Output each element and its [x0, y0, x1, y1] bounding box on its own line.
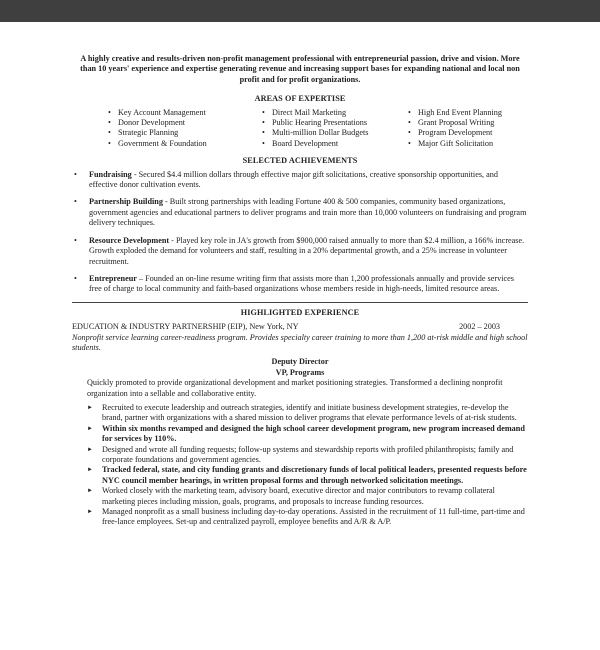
employer-description: Nonprofit service learning career-readiness program. Provides specialty career training to more than 1,200 at-risk middle and high school students. [72, 332, 528, 352]
expertise-item: • Key Account Management [108, 107, 206, 117]
expertise-heading: AREAS OF EXPERTISE [254, 94, 346, 104]
expertise-column [262, 108, 404, 150]
employer-name: EDUCATION & INDUSTRY PARTNERSHIP (EIP), New York, NY [72, 322, 299, 332]
expertise-item: • Multi-million Dollar Budgets [262, 128, 369, 138]
achievement-item: • Partnership Building - Built strong partnerships with leading Fortune 400 & 500 companies, community based organizations, government agencies and educational partners to deliver programs and train more than 10,000 volunteers on fundraising and program delivery techniques. [72, 197, 528, 228]
duty-item: ► Recruited to execute leadership and outreach strategies, identify and initiate business development strategies, re-develop the brand, partner with organizations with a shared mission to deliver programs that elevate performance levels of at-risk students. [87, 403, 528, 424]
job-title: Deputy Director [271, 357, 329, 367]
expertise-item: • High End Event Planning [408, 107, 502, 117]
achievement-item: • Entrepreneur – Founded an on-line resume writing firm that assists more than 1,200 professionals annually and provide services free of charge to local community and faith-based organizations whose members reside in high-needs, limited resource areas. [72, 274, 528, 295]
duty-item: ► Tracked federal, state, and city funding grants and discretionary funds of local political leaders, presented requests before NYC council member hearings, in written proposal forms and through networked solicitation meetings. [87, 465, 528, 486]
section-divider [72, 302, 528, 303]
duty-item: ► Within six months revamped and designed the high school career development program, new program increased demand for services by 110%. [87, 424, 528, 445]
job-header [72, 322, 528, 332]
achievement-item: • Resource Development - Played key role in JA's growth from $900,000 raised annually to more than $2.4 million, a 166% increase. Growth exploded the demand for volunteers and staff, resulting in a 20% departmental growth, and a 25% increase in volunteer recruitment. [72, 236, 528, 267]
expertise-item: • Major Gift Solicitation [408, 138, 494, 148]
expertise-column [108, 108, 258, 150]
experience-heading: HIGHLIGHTED EXPERIENCE [240, 307, 360, 317]
expertise-list [108, 108, 528, 150]
duties-list [72, 403, 528, 528]
expertise-item: • Public Hearing Presentations [262, 118, 368, 128]
duty-item: ► Managed nonprofit as a small business including day-to-day operations. Assisted in the recruitment of 11 full-time, part-time and free-lance employees. Set-up and centralized payroll, employee benefits and A/R & A/P. [87, 507, 528, 528]
role-description: Quickly promoted to provide organizational development and market positioning strategies. Transformed a declining nonprofit organization into a sellable and collaborative entity. [87, 378, 503, 398]
achievements-heading: SELECTED ACHIEVEMENTS [242, 156, 358, 166]
expertise-item: • Program Development [408, 128, 493, 138]
job-dates: 2002 – 2003 [459, 322, 500, 332]
expertise-item: • Donor Development [108, 118, 186, 128]
expertise-item: • Strategic Planning [108, 128, 179, 138]
duty-item: ► Worked closely with the marketing team, advisory board, executive director and major contributors to revamp collateral marketing pieces including mission, goals, programs, and proposals to increase funding resources. [87, 486, 528, 507]
summary: A highly creative and results-driven non-profit management professional with entrepreneurial passion, drive and vision. More than 10 years' experience and expertise generating revenue and increasing support bases for expanding national and local non profit and for profit organizations. [80, 54, 520, 84]
achievements-list [72, 170, 528, 295]
expertise-item: • Board Development [262, 138, 339, 148]
expertise-item: • Grant Proposal Writing [408, 118, 495, 128]
expertise-item: • Direct Mail Marketing [262, 107, 347, 117]
achievement-item: • Fundraising - Secured $4.4 million dollars through effective major gift solicitations, creative sponsorship opportunities, and effective donor cultivation events. [72, 170, 528, 191]
job-title-secondary: VP, Programs [275, 367, 325, 377]
expertise-column [408, 108, 548, 150]
resume-content [72, 54, 528, 528]
duty-item: ► Designed and wrote all funding requests; follow-up systems and stewardship reports with profiled philanthropists; family and corporate foundations and government agencies. [87, 445, 528, 466]
top-bar [0, 0, 600, 22]
expertise-item: • Government & Foundation [108, 138, 207, 148]
